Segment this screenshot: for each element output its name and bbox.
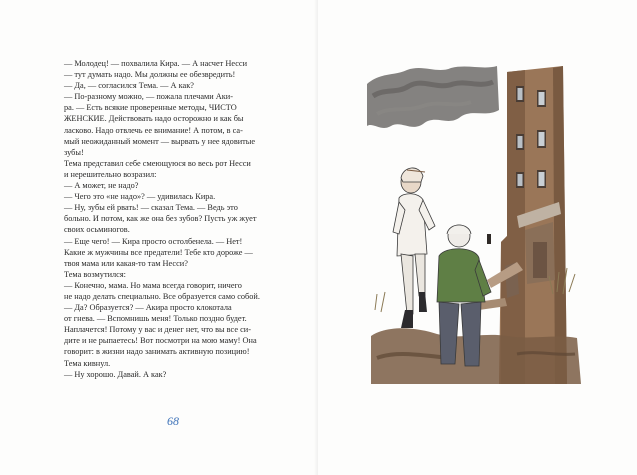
text-line: своих осьминогов. — [64, 225, 130, 235]
text-line: дите и не рыпаетесь! Вот посмотри на мою маму! Она — [64, 336, 257, 346]
text-line: от гнева. — Вспомнишь меня! Только поздно будет. — [64, 314, 247, 324]
watercolor-illustration — [367, 66, 585, 384]
sky-wash — [367, 66, 499, 128]
text-line: Какие ж мужчины все предатели! Тебе кто дороже — — [64, 247, 253, 257]
text-line: — Еще чего! — Кира просто остолбенела. — Нет! — [64, 236, 243, 246]
text-line: — Да, — согласился Тема. — А как? — [64, 81, 194, 91]
text-line: ласково. Надо отвлечь ее внимание! А потом, в са- — [64, 125, 243, 135]
text-line: Тема кивнул. — [64, 358, 111, 368]
text-line: — Ну, зубы ей рвать! — сказал Тема. — Ведь это — [64, 203, 238, 213]
girl-figure — [393, 168, 435, 328]
text-line: говорит: в жизни надо занимать активную позицию! — [64, 347, 250, 357]
text-line: ра. — Есть всякие проверенные методы, ЧИСТО — [64, 103, 237, 113]
text-line: — Молодец! — похвалила Кира. — А насчет Несси — [64, 59, 248, 68]
text-line: больно. И потом, как же она без зубов? Пусть уж жует — [64, 214, 257, 224]
text-line: ЖЕНСКИЕ. Действовать надо осторожно и как бы — [64, 114, 244, 124]
story-text — [64, 58, 296, 380]
text-line: — А может, не надо? — [64, 181, 139, 191]
text-line: мый неожиданный момент — вырвать у нее ядовитые — [64, 136, 256, 146]
text-line: и нерешительно возразил: — [64, 169, 157, 179]
text-line: — Чего это «не надо»? — удивилась Кира. — [64, 192, 216, 202]
left-page — [0, 0, 318, 475]
text-line: — Да? Образуется? — Акира просто клокотала — [64, 303, 232, 313]
text-line: Тема представил себе смеющуюся во весь рот Несси — [64, 158, 251, 168]
text-line: зубы! — [64, 147, 84, 157]
text-line: не надо делать специально. Все образуется само собой. — [64, 291, 260, 301]
text-line: — Конечно, мама. Но мама всегда говорит, ничего — [64, 280, 242, 290]
page-number: 68 — [167, 414, 179, 428]
text-line: Наплачется! Потому у вас и денег нет, что вы все си- — [64, 325, 251, 335]
text-line: Тема возмутился: — [64, 269, 126, 279]
text-line: твоя мама или какая-то там Несси? — [64, 258, 188, 268]
text-line: — Ну хорошо. Давай. А как? — [64, 369, 167, 379]
text-line: — По-разному можно, — пожала плечами Аки- — [64, 92, 233, 102]
text-line: — тут думать надо. Мы должны ее обезвредить! — [64, 70, 236, 80]
